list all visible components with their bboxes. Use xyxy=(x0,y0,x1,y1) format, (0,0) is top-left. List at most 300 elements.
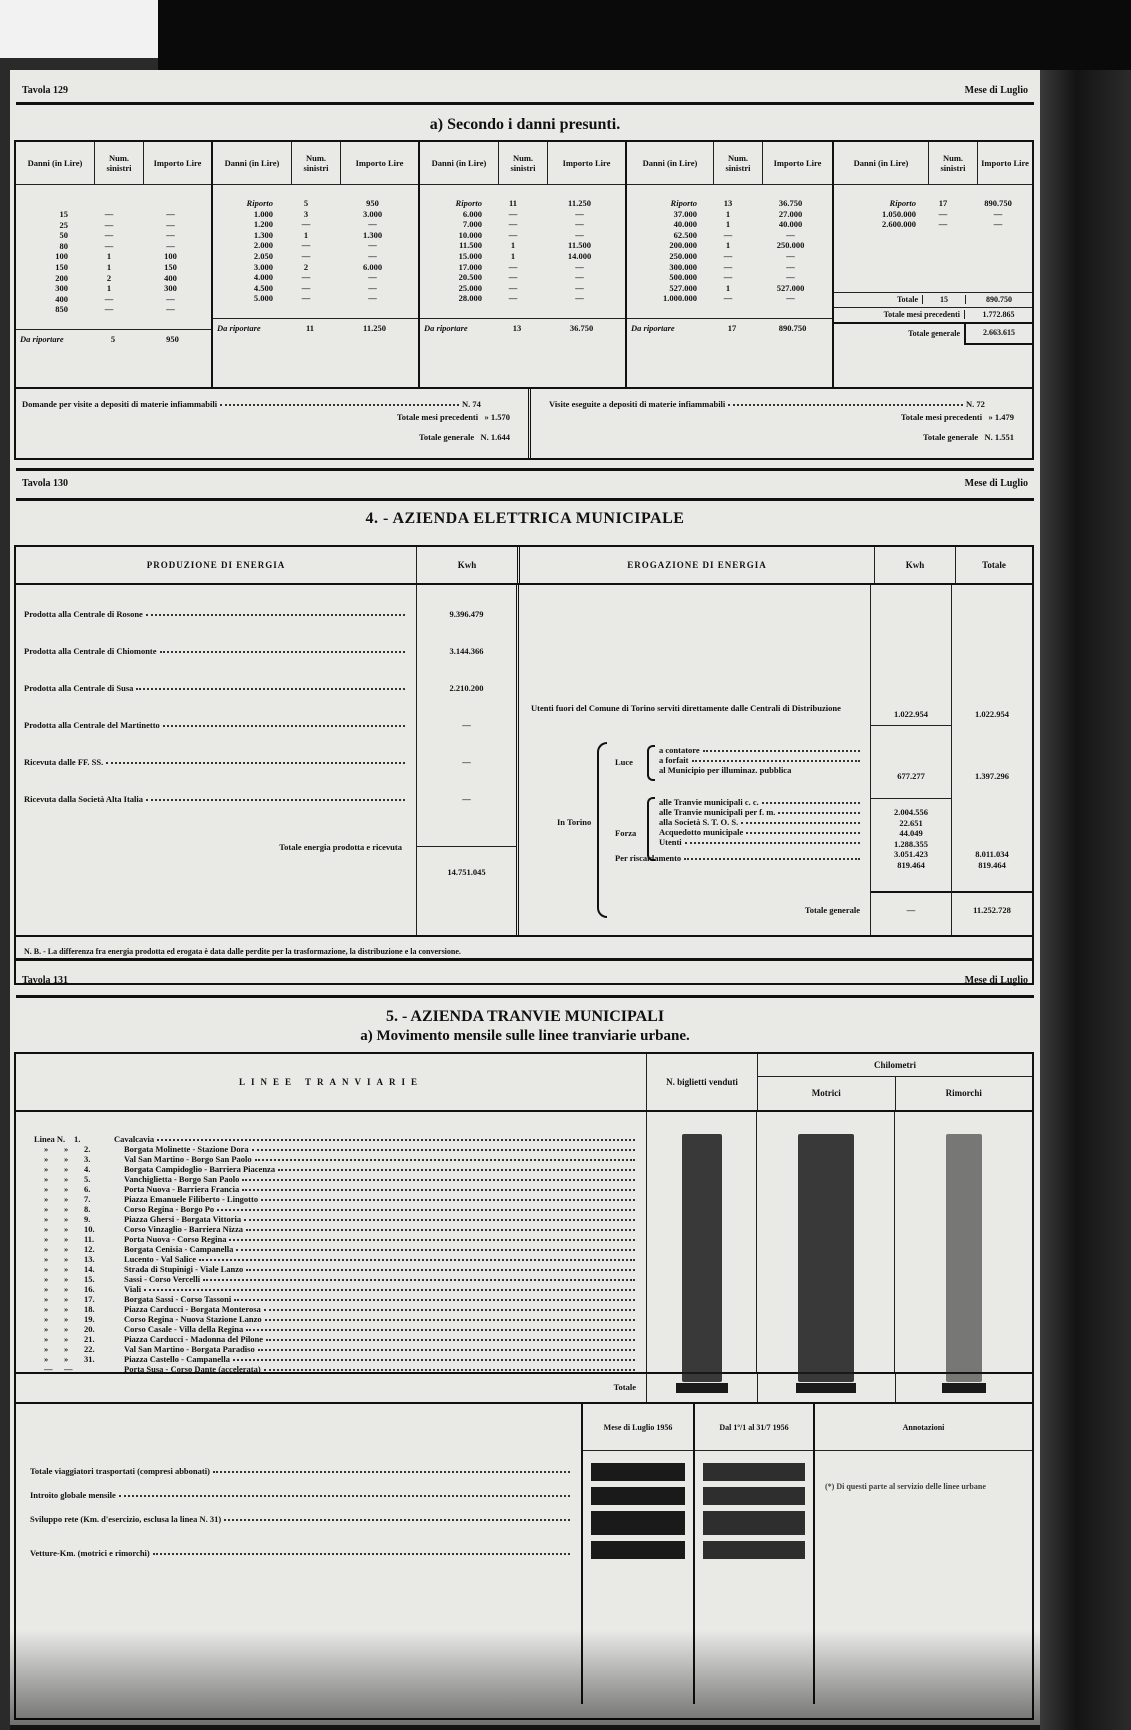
g2-danni: 1.200 xyxy=(253,219,273,230)
g3-danni: 28.000 xyxy=(458,293,482,304)
distribution-kwh xyxy=(870,585,951,935)
col-kwh-erog: Kwh xyxy=(874,547,955,583)
g1-danni: 200 xyxy=(55,272,68,283)
illegible-value xyxy=(591,1463,685,1481)
g5-num: — xyxy=(938,208,948,219)
prod-value: — xyxy=(462,794,471,804)
g1-danni: 50 xyxy=(59,230,68,241)
g4-danni: 527.000 xyxy=(669,282,697,293)
g2-num: 1 xyxy=(303,229,309,240)
g2-riporto: Riporto xyxy=(246,198,273,208)
domande-gen-value: N. 1.644 xyxy=(480,432,510,442)
g3-num: — xyxy=(508,229,518,240)
rule xyxy=(16,102,1034,105)
illegible-value xyxy=(703,1511,805,1535)
tram-line-row: » » 13. Lucento - Val Salice xyxy=(34,1254,638,1264)
g1-danni: 15 xyxy=(59,209,68,219)
domande-value: N. 74 xyxy=(462,399,481,409)
g3-num: — xyxy=(508,293,518,304)
g1-danni: 150 xyxy=(55,261,68,272)
g1-num: 1 xyxy=(106,283,112,294)
utenti-tot: 1.022.954 xyxy=(975,709,1009,719)
g2-danni: 1.000 xyxy=(253,208,273,219)
forza-tot: 8.011.034 xyxy=(975,849,1009,859)
domande-label: Domande per visite a depositi di materie infiammabili xyxy=(22,399,218,409)
col-num: Num. sinistri xyxy=(95,142,144,185)
col-num: Num. sinistri xyxy=(929,142,978,185)
forza-kwh: 2.004.556 xyxy=(894,807,928,817)
g4-importo: 40.000 xyxy=(778,219,803,230)
g5-totale-num: 15 xyxy=(922,295,965,304)
rule xyxy=(16,995,1034,998)
table-131-header xyxy=(22,970,1028,990)
illegible-values xyxy=(798,1134,854,1382)
totale-generale-label: Totale generale xyxy=(804,905,860,915)
prod-row: Prodotta alla Centrale di Chiomonte xyxy=(24,646,408,656)
luce-kwh: 677.277 xyxy=(897,771,925,781)
g3-importo: 11.250 xyxy=(568,198,591,208)
illegible-value xyxy=(703,1487,805,1505)
forza-item: alla Società S. T. O. S. xyxy=(659,817,863,827)
domande-gen-label: Totale generale xyxy=(418,432,475,442)
table-131-month: Mese di Luglio xyxy=(964,974,1028,986)
g1-importo: — xyxy=(166,209,175,219)
g3-num: 1 xyxy=(510,240,516,251)
tram-line-row: » » 11. Porta Nuova - Corso Regina xyxy=(34,1234,638,1244)
prod-total-label: Totale energia prodotta e ricevuta xyxy=(279,842,402,852)
g4-num: 13 xyxy=(723,198,733,208)
g2-num: — xyxy=(301,250,311,261)
g3-danni: 17.000 xyxy=(458,261,482,272)
visite-gen-value: N. 1.551 xyxy=(984,432,1014,442)
g3-importo: — xyxy=(575,282,584,293)
g5-totale-imp: 890.750 xyxy=(965,295,1032,304)
summary-note: (*) Di questi parte al servizio delle linee urbane xyxy=(825,1482,986,1491)
g3-importo: 14.000 xyxy=(567,250,592,261)
summary-row-label: Totale viaggiatori trasportati (compresi abbonati) xyxy=(30,1466,573,1476)
g4-num: — xyxy=(723,293,733,304)
g3-num: — xyxy=(508,272,518,283)
g4-danni: 200.000 xyxy=(669,240,697,251)
tram-line-row: » » 4. Borgata Campidoglio - Barriera Piacenza xyxy=(34,1164,638,1174)
tram-line-row: » » 21. Piazza Carducci - Madonna del Pilone xyxy=(34,1334,638,1344)
domande-prec-label: Totale mesi precedenti xyxy=(396,412,479,422)
tram-line-row: Linea N. 1. Cavalcavia xyxy=(34,1134,638,1144)
col-linee: LINEE TRANVIARIE xyxy=(238,1077,424,1087)
g2-num: — xyxy=(301,282,311,293)
g4-danni: 250.000 xyxy=(669,250,697,261)
g1-importo: 300 xyxy=(164,283,177,294)
g2-num: 3 xyxy=(303,208,309,219)
col-importo: Importo Lire xyxy=(144,142,212,185)
illegible-total xyxy=(942,1383,986,1393)
damages-group-4 xyxy=(627,142,834,387)
table-130-number: Tavola 130 xyxy=(22,477,69,489)
rule xyxy=(16,958,1034,961)
document-page xyxy=(10,70,1040,1725)
summary-col3-header: Annotazioni xyxy=(815,1404,1032,1451)
g3-da-riportare: Da riportare xyxy=(424,322,468,333)
forza-item: alle Tranvie municipali c. c. xyxy=(659,797,863,807)
damages-group-2 xyxy=(213,142,420,387)
col-totale: Totale xyxy=(955,547,1032,583)
g1-num: 1 xyxy=(106,251,112,262)
energy-note: N. B. - La differenza fra energia prodotta ed erogata è data dalle perdite per la trasformazione, la distribuzione e la conversione. xyxy=(16,935,1032,966)
g2-importo: — xyxy=(368,272,377,283)
g3-danni: 10.000 xyxy=(458,229,482,240)
col-danni: Danni (in Lire) xyxy=(213,142,292,185)
tram-line-row: » » 20. Corso Casale - Villa della Regina xyxy=(34,1324,638,1334)
tram-line-row: » » 31. Piazza Castello - Campanella xyxy=(34,1354,638,1364)
riscaldamento-row: Per riscaldamento xyxy=(615,853,863,863)
col-num: Num. sinistri xyxy=(292,142,341,185)
g4-num: 1 xyxy=(725,240,731,251)
g2-danni: 1.300 xyxy=(253,229,273,240)
tram-line-row: » » 3. Val San Martino - Borgo San Paolo xyxy=(34,1154,638,1164)
prod-row: Prodotta alla Centrale di Rosone xyxy=(24,609,408,619)
g1-importo: — xyxy=(166,293,175,304)
g4-danni: 62.500 xyxy=(673,229,697,240)
col-motrici: Motrici xyxy=(811,1088,841,1098)
forza-kwh: 44.049 xyxy=(899,828,923,838)
prod-row: Prodotta alla Centrale del Martinetto xyxy=(24,720,408,730)
col-danni: Danni (in Lire) xyxy=(627,142,714,185)
g4-importo: 250.000 xyxy=(776,240,805,251)
g5-num: — xyxy=(938,219,948,230)
damages-group-5 xyxy=(834,142,1032,387)
table-129-title: a) Secondo i danni presunti. xyxy=(429,116,621,133)
visite-gen-label: Totale generale xyxy=(922,432,979,442)
illegible-total xyxy=(796,1383,856,1393)
g2-danni: 2.050 xyxy=(253,250,273,261)
luce-item: al Municipio per illuminaz. pubblica xyxy=(659,765,792,775)
g4-importo: 527.000 xyxy=(776,282,805,293)
col-num: Num. sinistri xyxy=(499,142,548,185)
summary-row-label: Introito globale mensile xyxy=(30,1490,573,1500)
g5-num: 17 xyxy=(938,198,948,208)
tram-line-row: » » 5. Vanchiglietta - Borgo San Paolo xyxy=(34,1174,638,1184)
domande-block xyxy=(16,389,531,460)
g4-importo: 36.750 xyxy=(778,198,803,208)
g2-importo: — xyxy=(368,240,377,251)
g4-danni: 37.000 xyxy=(673,208,697,219)
g3-importo: — xyxy=(575,272,584,283)
summary-col2-header: Dal 1º/1 al 31/7 1956 xyxy=(695,1404,813,1451)
g3-danni: 25.000 xyxy=(458,282,482,293)
g3-danni: 6.000 xyxy=(462,208,482,219)
g2-importo: — xyxy=(368,219,377,230)
prod-value: — xyxy=(462,720,471,730)
g4-num: 1 xyxy=(725,282,731,293)
table-129-month: Mese di Luglio xyxy=(964,84,1028,96)
visite-prec-value: » 1.479 xyxy=(988,412,1014,422)
utenti-kwh: 1.022.954 xyxy=(894,709,928,719)
g3-num: — xyxy=(508,282,518,293)
g4-importo: — xyxy=(786,229,795,240)
g5-danni: 1.050.000 xyxy=(882,208,916,219)
table-130-month: Mese di Luglio xyxy=(964,477,1028,489)
g5-danni: 2.600.000 xyxy=(882,219,916,230)
g1-danni: 850 xyxy=(55,304,68,315)
g1-num: 2 xyxy=(106,272,112,283)
forza-label: Forza xyxy=(615,828,637,838)
rule xyxy=(16,468,1034,471)
g3-importo: — xyxy=(575,208,584,219)
tram-line-row: » » 12. Borgata Cenisia - Campanella xyxy=(34,1244,638,1254)
forza-item: alle Tranvie municipali per f. m. xyxy=(659,807,863,817)
g1-danni: 300 xyxy=(55,283,68,294)
brace xyxy=(597,742,607,918)
summary-row-label: Sviluppo rete (Km. d'esercizio, esclusa la linea N. 31) xyxy=(30,1514,573,1524)
tram-line-row: » » 7. Piazza Emanuele Filiberto - Lingotto xyxy=(34,1194,638,1204)
g5-importo: — xyxy=(993,208,1003,219)
g4-importo: — xyxy=(786,272,795,283)
forza-kwh: 1.288.355 xyxy=(894,838,928,849)
g1-num: — xyxy=(104,293,114,304)
g1-num: — xyxy=(104,209,114,219)
g1-da-riportare: Da riportare xyxy=(20,333,64,344)
damages-group-1 xyxy=(16,142,213,387)
g2-num: — xyxy=(301,293,311,304)
prod-row: Ricevuta dalle FF. SS. xyxy=(24,757,408,767)
col-chilometri: Chilometri xyxy=(758,1054,1032,1077)
g3-total-imp: 36.750 xyxy=(569,322,594,333)
tram-lines-list xyxy=(16,1112,646,1372)
visite-block xyxy=(531,389,1032,460)
g3-importo: — xyxy=(575,293,584,304)
production-list xyxy=(16,585,416,935)
tram-line-row: » » 17. Borgata Sassi - Corso Tassoni xyxy=(34,1294,638,1304)
luce-label: Luce xyxy=(615,757,633,767)
g3-importo: — xyxy=(575,229,584,240)
scan-blank-corner xyxy=(0,0,158,58)
damages-table xyxy=(14,140,1034,460)
g2-danni: 4.500 xyxy=(253,282,273,293)
g4-num: 1 xyxy=(725,219,731,230)
table-129-header xyxy=(22,80,1028,100)
g5-mesi-prec-label: Totale mesi precedenti xyxy=(883,310,960,320)
forza-kwh: 22.651 xyxy=(899,817,923,828)
tram-line-row: » » 9. Piazza Ghersi - Borgata Vittoria xyxy=(34,1214,638,1224)
g2-importo: 1.300 xyxy=(362,229,383,240)
g1-importo: 400 xyxy=(164,272,177,283)
g4-danni: 500.000 xyxy=(669,272,697,283)
g2-danni: 2.000 xyxy=(253,240,273,251)
visite-prec-label: Totale mesi precedenti xyxy=(900,412,983,422)
forza-item: Acquedotto municipale xyxy=(659,827,863,837)
biglietti-column xyxy=(646,1112,756,1372)
riscaldamento-kwh: 819.464 xyxy=(897,859,925,870)
illegible-total xyxy=(676,1383,728,1393)
g4-num: 1 xyxy=(725,208,731,219)
g3-danni: 20.500 xyxy=(458,272,482,283)
g2-danni: 3.000 xyxy=(253,261,273,272)
prod-value: 2.210.200 xyxy=(449,683,484,693)
g2-num: — xyxy=(301,219,311,230)
g2-importo: 950 xyxy=(366,198,379,208)
g4-riporto: Riporto xyxy=(670,198,697,208)
forza-item: Utenti xyxy=(659,837,863,847)
tram-line-row: » » 2. Borgata Molinette - Stazione Dora xyxy=(34,1144,638,1154)
prod-total: 14.751.045 xyxy=(417,846,516,877)
g2-importo: — xyxy=(368,282,377,293)
g4-num: — xyxy=(723,261,733,272)
illegible-values xyxy=(682,1134,722,1382)
col-danni: Danni (in Lire) xyxy=(834,142,929,185)
tram-line-row: » » 10. Corso Vinzaglio - Barriera Nizza xyxy=(34,1224,638,1234)
g1-importo: — xyxy=(166,219,175,230)
g2-danni: 5.000 xyxy=(253,293,273,304)
g2-importo: — xyxy=(368,250,377,261)
g3-danni: 11.500 xyxy=(459,240,482,251)
g3-danni: 7.000 xyxy=(462,219,482,230)
g1-danni: 400 xyxy=(55,293,68,304)
g2-da-riportare: Da riportare xyxy=(217,322,261,333)
riscaldamento-tot: 819.464 xyxy=(978,859,1006,870)
table-131-subtitle: a) Movimento mensile sulle linee tranviarie urbane. xyxy=(360,1028,690,1044)
luce-item: a contatore xyxy=(659,745,863,755)
g5-riporto: Riporto xyxy=(889,198,916,208)
tram-line-row: » » 18. Piazza Carducci - Borgata Monterosa xyxy=(34,1304,638,1314)
g1-num: — xyxy=(104,304,114,315)
g1-importo: — xyxy=(166,304,175,315)
g1-num: — xyxy=(104,219,114,230)
g4-da-riportare: Da riportare xyxy=(631,322,675,333)
g1-total-imp: 950 xyxy=(166,333,179,344)
g1-danni: 80 xyxy=(59,240,68,251)
illegible-value xyxy=(703,1541,805,1559)
table-130-header xyxy=(22,473,1028,493)
totale-generale-kwh: — xyxy=(871,891,951,915)
production-values xyxy=(416,585,516,935)
g3-danni: 15.000 xyxy=(458,250,482,261)
energy-table xyxy=(14,545,1034,985)
g4-importo: — xyxy=(786,293,795,304)
g2-danni: 4.000 xyxy=(253,272,273,283)
g2-importo: 3.000 xyxy=(362,208,383,219)
g3-num: 11 xyxy=(508,198,518,208)
col-erogazione: EROGAZIONE DI ENERGIA xyxy=(517,547,874,583)
luce-item: a forfait xyxy=(659,755,863,765)
g1-total-num: 5 xyxy=(110,333,116,344)
g5-mesi-prec-imp: 1.772.865 xyxy=(964,310,1032,319)
col-importo: Importo Lire xyxy=(763,142,833,185)
table-131-number: Tavola 131 xyxy=(22,974,69,986)
g2-num: 2 xyxy=(303,261,309,272)
col-kwh-prod: Kwh xyxy=(416,547,517,583)
tram-line-row: » » 19. Corso Regina - Nuova Stazione Lanzo xyxy=(34,1314,638,1324)
g4-num: — xyxy=(723,229,733,240)
g3-total-num: 13 xyxy=(512,322,522,333)
g4-importo: — xyxy=(786,250,795,261)
g2-importo: 6.000 xyxy=(362,261,383,272)
g3-num: — xyxy=(508,208,518,219)
g1-num: 1 xyxy=(106,261,112,272)
summary-col1-header: Mese di Luglio 1956 xyxy=(583,1404,693,1451)
chilometri-columns xyxy=(756,1112,1032,1372)
col-danni: Danni (in Lire) xyxy=(420,142,499,185)
scan-right-edge xyxy=(1040,70,1131,1730)
table-131-title: 5. - AZIENDA TRANVIE MUNICIPALI xyxy=(385,1008,665,1025)
g3-num: — xyxy=(508,261,518,272)
col-biglietti: N. biglietti venduti xyxy=(646,1054,757,1110)
g5-generale-label: Totale generale xyxy=(908,329,960,339)
brace xyxy=(647,745,655,781)
g4-danni: 40.000 xyxy=(673,219,697,230)
g2-total-imp: 11.250 xyxy=(363,322,386,333)
g4-num: — xyxy=(723,250,733,261)
g3-num: — xyxy=(508,219,518,230)
g2-num: 5 xyxy=(303,198,309,208)
distribution-total xyxy=(951,585,1032,935)
g1-importo: 150 xyxy=(164,261,177,272)
g3-importo: — xyxy=(575,261,584,272)
prod-value: 9.396.479 xyxy=(449,609,484,619)
utenti-label: Utenti fuori del Comune di Torino serviti direttamente dalle Centrali di Distribuzione xyxy=(531,703,841,713)
g5-importo: — xyxy=(993,219,1003,230)
prod-row: Prodotta alla Centrale di Susa xyxy=(24,683,408,693)
domande-prec-value: » 1.570 xyxy=(484,412,510,422)
totale-generale-tot: 11.252.728 xyxy=(952,891,1032,915)
tram-line-row: — — Porta Susa - Corso Dante (accelerata) xyxy=(34,1364,638,1374)
g1-danni: 100 xyxy=(55,251,68,262)
forza-kwh: 3.051.423 xyxy=(894,849,928,859)
prod-value: 3.144.366 xyxy=(449,646,484,656)
prod-value: — xyxy=(462,757,471,767)
g2-total-num: 11 xyxy=(305,322,315,333)
g4-importo: 27.000 xyxy=(778,208,803,219)
g2-importo: — xyxy=(368,293,377,304)
g2-num: — xyxy=(301,240,311,251)
tram-line-row: » » 15. Sassi - Corso Vercelli xyxy=(34,1274,638,1284)
visite-label: Visite eseguite a depositi di materie infiammabili xyxy=(549,399,726,409)
g4-danni: 1.000.000 xyxy=(663,293,697,304)
col-importo: Importo Lire xyxy=(548,142,626,185)
tram-line-row: » » 22. Val San Martino - Borgata Paradiso xyxy=(34,1344,638,1354)
g1-num: — xyxy=(104,230,114,241)
col-importo: Importo Lire xyxy=(978,142,1033,185)
brace xyxy=(647,797,655,861)
distribution-list xyxy=(516,585,870,935)
g5-totale-label: Totale xyxy=(896,295,918,305)
illegible-value xyxy=(591,1541,685,1559)
luce-tot: 1.397.296 xyxy=(975,771,1009,781)
table-129-number: Tavola 129 xyxy=(22,84,69,96)
illegible-value xyxy=(703,1463,805,1481)
summary-row-label: Vetture-Km. (motrici e rimorchi) xyxy=(30,1548,573,1558)
g5-generale-imp: 2.663.615 xyxy=(964,323,1032,345)
scan-dark-border xyxy=(158,0,1131,72)
g4-total-imp: 890.750 xyxy=(778,322,807,333)
g3-num: 1 xyxy=(510,250,516,261)
col-num: Num. sinistri xyxy=(714,142,763,185)
g4-danni: 300.000 xyxy=(669,261,697,272)
visite-value: N. 72 xyxy=(966,399,985,409)
g3-importo: — xyxy=(575,219,584,230)
tram-line-row: » » 14. Strada di Stupinigi - Viale Lanzo xyxy=(34,1264,638,1274)
rule xyxy=(16,498,1034,501)
tram-line-row: » » 8. Corso Regina - Borgo Po xyxy=(34,1204,638,1214)
table-130-title: 4. - AZIENDA ELETTRICA MUNICIPALE xyxy=(365,510,685,527)
col-danni: Danni (in Lire) xyxy=(16,142,95,185)
damages-group-3 xyxy=(420,142,627,387)
g1-importo: — xyxy=(166,240,175,251)
illegible-values xyxy=(946,1134,982,1382)
g1-danni: 25 xyxy=(59,219,68,230)
tram-line-row: » » 16. Viali xyxy=(34,1284,638,1294)
g5-importo: 890.750 xyxy=(984,198,1012,208)
g1-num: — xyxy=(104,240,114,251)
